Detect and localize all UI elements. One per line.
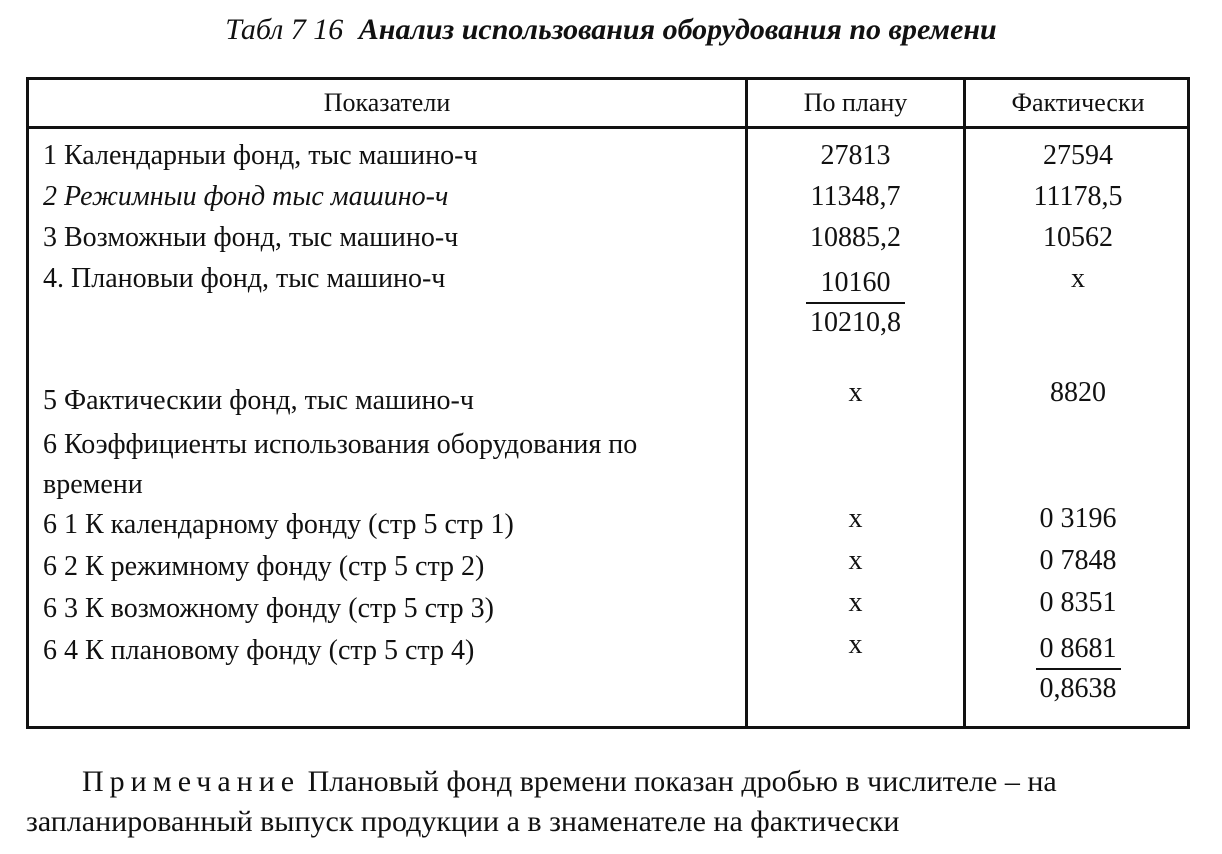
row-plan-value: x (848, 629, 863, 660)
fraction-denominator: 0,8638 (1039, 673, 1117, 704)
row-plan-value: 27813 (820, 140, 891, 171)
row-label: 6 Коэффициенты использования оборудования по времени (43, 429, 638, 500)
row-plan-value: x (848, 377, 863, 408)
row-actual-value: 0 3196 (1039, 503, 1117, 534)
header-plan: По плану (803, 88, 908, 117)
header-actual: Фактически (1011, 88, 1145, 117)
row-actual-fraction (966, 630, 1190, 708)
row-plan-value: x (848, 545, 863, 576)
row-actual-value: 0 7848 (1039, 545, 1117, 576)
row-actual-value: x (1071, 263, 1085, 294)
note-label: Примечание (82, 765, 301, 798)
note-text: Плановый фонд времени показан дробью в числителе – на запланированный выпуск продукции а в знаменателе на фактически (26, 765, 1057, 838)
row-plan-value: 10885,2 (810, 222, 901, 253)
fraction-numerator: 0 8681 (1036, 630, 1121, 670)
table-caption (0, 12, 1222, 48)
row-label: 6 2 К режимному фонду (стр 5 стр 2) (43, 551, 485, 582)
header-divider (29, 126, 1187, 129)
table-title: Анализ использования оборудования по времени (358, 13, 997, 46)
row-label: 3 Возможныи фонд, тыс машино-ч (43, 222, 459, 253)
row-actual-value: 0 8351 (1039, 587, 1117, 618)
fraction-numerator: 10160 (806, 264, 905, 304)
row-label: 6 1 К календарному фонду (стр 5 стр 1) (43, 509, 514, 540)
row-actual-value: 11178,5 (1033, 181, 1123, 212)
row-actual-value: 27594 (1043, 140, 1113, 171)
row-label: 4. Плановыи фонд, тыс машино-ч (43, 263, 446, 294)
fraction (1036, 630, 1121, 708)
row-plan-value: x (848, 503, 863, 534)
fraction (806, 264, 905, 342)
table-note (26, 762, 1196, 842)
equipment-time-table (26, 77, 1190, 729)
row-label: 1 Календарныи фонд, тыс машино-ч (43, 140, 478, 171)
fraction-denominator: 10210,8 (810, 307, 901, 338)
table-number: Табл 7 16 (225, 13, 344, 46)
row-actual-value: 8820 (1050, 377, 1106, 408)
row-label: 6 4 К плановому фонду (стр 5 стр 4) (43, 635, 475, 666)
row-label: 6 3 К возможному фонду (стр 5 стр 3) (43, 593, 494, 624)
row-plan-fraction (748, 264, 963, 342)
row-plan-value: x (848, 587, 863, 618)
row-actual-value: 10562 (1043, 222, 1113, 253)
row-plan-value: 11348,7 (810, 181, 901, 212)
row-label: 2 Режимныи фонд тыс машино-ч (43, 181, 449, 212)
row-label: 5 Фактическии фонд, тыс машино-ч (43, 385, 474, 416)
header-indicators: Показатели (323, 88, 451, 117)
